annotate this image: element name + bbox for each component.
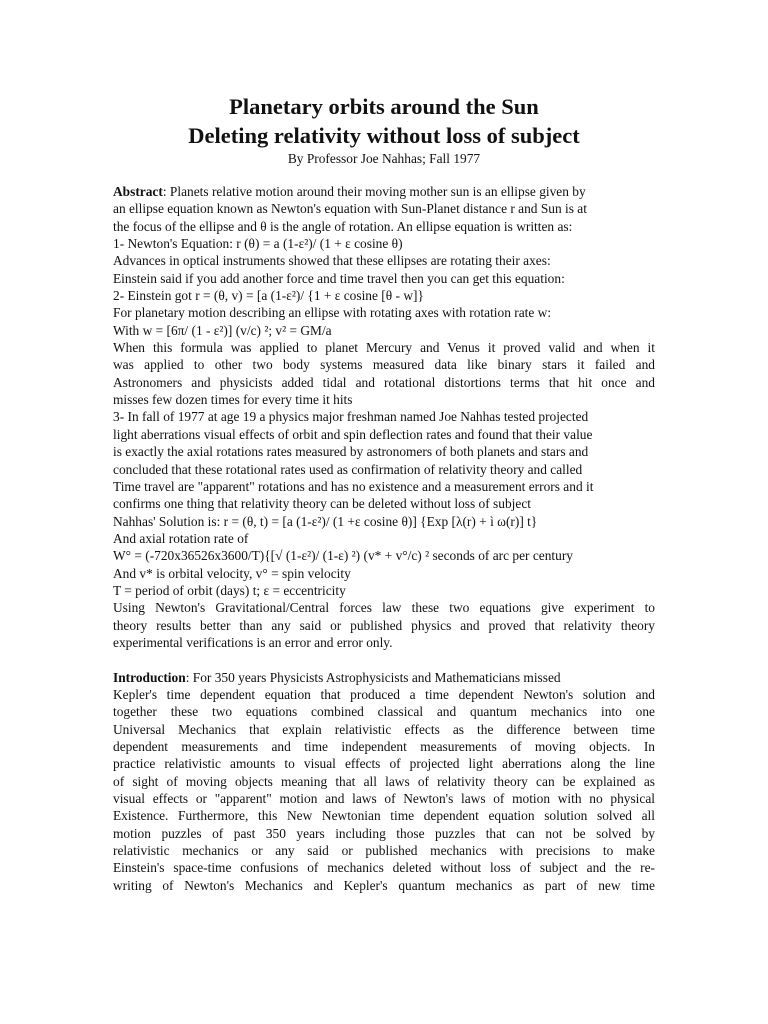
abstract-line: For planetary motion describing an ellipse with rotating axes with rotation rate w: bbox=[113, 305, 552, 321]
abstract-heading: Abstract bbox=[113, 184, 163, 199]
introduction-line: dependent measurements and time independent measurements of moving objects. In bbox=[113, 739, 655, 754]
abstract-line: theory results better than any said or published physics and proved that relativity theory bbox=[113, 617, 655, 633]
abstract-line: W° = (-720x36526x3600/T){[√ (1-ε²)/ (1-ε) ²) (v* + v°/c) ² seconds of arc per century bbox=[113, 548, 573, 564]
abstract-text: : Planets relative motion around their moving mother sun is an ellipse given by bbox=[162, 184, 586, 199]
introduction-line: Kepler's time dependent equation that produced a time dependent Newton's solution and bbox=[113, 686, 655, 702]
abstract-line: was applied to other two body systems measured data like binary stars it failed and bbox=[113, 357, 655, 373]
abstract-line: T = period of orbit (days) t; ε = eccentricity bbox=[113, 582, 346, 598]
abstract-line: is exactly the axial rotations rates measured by astronomers of both planets and stars and bbox=[113, 444, 589, 460]
introduction-line: writing of Newton's Mechanics and Kepler's quantum mechanics as part of new time bbox=[113, 877, 655, 893]
author-byline: By Professor Joe Nahhas; Fall 1977 bbox=[287, 151, 481, 166]
abstract-line: With w = [6π/ (1 - ε²)] (v/c) ²; v² = GM/a bbox=[113, 322, 332, 338]
section-gap bbox=[113, 651, 655, 668]
abstract-line: light aberrations visual effects of orbit and spin deflection rates and found that their value bbox=[113, 426, 593, 442]
abstract-line: an ellipse equation known as Newton's equation with Sun-Planet distance r and Sun is at bbox=[113, 201, 587, 217]
introduction-line: Einstein's space-time confusions of mechanics deleted without loss of subject and the re- bbox=[113, 860, 655, 876]
introduction-first-line bbox=[113, 669, 655, 686]
abstract-line: 1- Newton's Equation: r (θ) = a (1-ε²)/ (1 + ε cosine θ) bbox=[113, 236, 403, 252]
introduction-line: of sight of moving objects meaning that all laws of relativity theory can be explained as bbox=[113, 773, 655, 789]
introduction-line: visual effects or "apparent" motion and laws of Newton's laws of motion with no physical bbox=[113, 791, 655, 807]
abstract-line: Using Newton's Gravitational/Central forces law these two equations give experiment to bbox=[113, 600, 655, 616]
abstract-line: Advances in optical instruments showed that these ellipses are rotating their axes: bbox=[113, 253, 551, 269]
abstract-line: Astronomers and physicists added tidal and rotational distortions terms that hit once and bbox=[113, 374, 655, 390]
title-line-2: Deleting relativity without loss of subject bbox=[188, 123, 580, 148]
abstract-line: experimental verifications is an error and error only. bbox=[113, 634, 393, 650]
abstract-section bbox=[113, 183, 655, 651]
abstract-first-line bbox=[113, 183, 655, 200]
abstract-line: Einstein said if you add another force and time travel then you can get this equation: bbox=[113, 270, 565, 286]
introduction-line: Universal Mechanics that explain relativistic effects as the difference between time bbox=[113, 721, 655, 737]
abstract-line: 3- In fall of 1977 at age 19 a physics major freshman named Joe Nahhas tested projected bbox=[113, 409, 589, 425]
abstract-line: And v* is orbital velocity, v° = spin velocity bbox=[113, 565, 351, 581]
document-page bbox=[113, 92, 655, 894]
abstract-line: Time travel are "apparent" rotations and has no existence and a measurement errors and it bbox=[113, 478, 594, 494]
abstract-line: 2- Einstein got r = (θ, v) = [a (1-ε²)/ {1 + ε cosine [θ - w]} bbox=[113, 288, 424, 304]
abstract-line: the focus of the ellipse and θ is the angle of rotation. An ellipse equation is written as: bbox=[113, 218, 573, 234]
document-title bbox=[113, 92, 655, 150]
abstract-line: confirms one thing that relativity theory can be deleted without loss of subject bbox=[113, 496, 531, 512]
introduction-section bbox=[113, 669, 655, 894]
abstract-line: misses few dozen times for every time it hits bbox=[113, 392, 353, 408]
abstract-line: concluded that these rotational rates used as confirmation of relativity theory and called bbox=[113, 461, 583, 477]
introduction-line: together these two equations combined classical and quantum mechanics into one bbox=[113, 704, 655, 720]
abstract-line: Nahhas' Solution is: r = (θ, t) = [a (1-ε²)/ (1 +ε cosine θ)] {Exp [λ(r) + ì ω(r)] t} bbox=[113, 513, 538, 529]
introduction-text: : For 350 years Physicists Astrophysicists and Mathematicians missed bbox=[185, 669, 561, 685]
introduction-line: relativistic mechanics or any said or published mechanics with precisions to make bbox=[113, 843, 655, 859]
abstract-line: And axial rotation rate of bbox=[113, 530, 249, 546]
abstract-line: When this formula was applied to planet Mercury and Venus it proved valid and when it bbox=[113, 340, 655, 356]
introduction-line: motion puzzles of past 350 years including those puzzles that can not be solved by bbox=[113, 825, 655, 841]
introduction-line: practice relativistic amounts to visual effects of projected light aberrations along the line bbox=[113, 756, 655, 772]
introduction-line: Existence. Furthermore, this New Newtonian time dependent equation solution solved all bbox=[113, 808, 655, 824]
introduction-heading: Introduction bbox=[113, 669, 186, 685]
title-line-1: Planetary orbits around the Sun bbox=[229, 94, 539, 119]
